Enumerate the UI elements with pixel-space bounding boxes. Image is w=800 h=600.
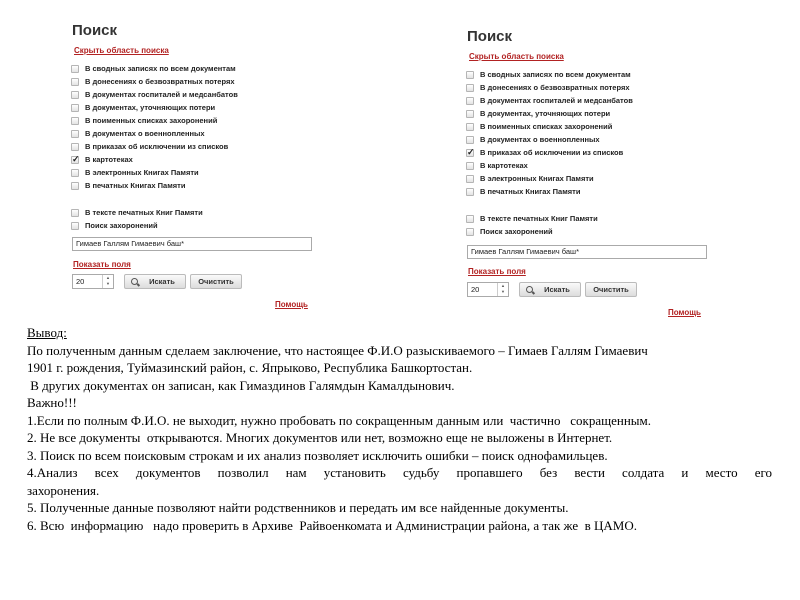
checkbox[interactable] <box>71 117 79 125</box>
hide-search-area-link[interactable]: Скрыть область поиска <box>74 46 169 55</box>
option-label: В тексте печатных Книг Памяти <box>480 214 598 223</box>
option-label: В сводных записях по всем документам <box>85 64 236 73</box>
text-line: 1901 г. рождения, Туймазинский район, с. Япрыково, Республика Башкортостан. <box>27 360 473 375</box>
text-line: Важно!!! <box>27 395 77 410</box>
checkbox-checked[interactable] <box>71 156 79 164</box>
checkbox[interactable] <box>71 78 79 86</box>
option-label: В документах, уточняющих потери <box>85 103 216 112</box>
text-line: 4.Анализ всех документов позволил нам установить судьбу пропавшего без вести солдата и место его <box>27 465 772 480</box>
option-label: В сводных записях по всем документам <box>480 70 631 79</box>
search-query-input[interactable]: Гимаев Галлям Гимаевич баш* <box>467 245 707 259</box>
clear-button[interactable]: Очистить <box>585 282 637 297</box>
option-label: В электронных Книгах Памяти <box>480 174 594 183</box>
option-label: В печатных Книгах Памяти <box>480 187 581 196</box>
panel-title: Поиск <box>467 28 513 45</box>
checkbox[interactable] <box>71 143 79 151</box>
search-button[interactable] <box>124 274 186 289</box>
hide-search-area-link[interactable]: Скрыть область поиска <box>469 52 564 61</box>
per-page-stepper[interactable] <box>467 282 509 297</box>
checkbox[interactable] <box>71 104 79 112</box>
checkbox[interactable] <box>466 71 474 79</box>
checkbox[interactable] <box>466 188 474 196</box>
option-label: В документах госпиталей и медсанбатов <box>85 90 238 99</box>
checkbox[interactable] <box>466 136 474 144</box>
help-link[interactable]: Помощь <box>275 300 308 309</box>
per-page-value: 20 <box>76 277 85 286</box>
panel-title: Поиск <box>72 22 118 39</box>
checkbox[interactable] <box>466 228 474 236</box>
checkbox[interactable] <box>71 182 79 190</box>
option-label: В печатных Книгах Памяти <box>85 181 186 190</box>
show-fields-link[interactable]: Показать поля <box>468 267 526 276</box>
search-button-label: Искать <box>149 277 175 286</box>
option-label: В поименных списках захоронений <box>480 122 613 131</box>
checkbox-checked[interactable] <box>466 149 474 157</box>
text-line: 1.Если по полным Ф.И.О. не выходит, нужно пробовать по сокращенным данным или частично сокращенным. <box>27 412 652 428</box>
checkbox[interactable] <box>71 169 79 177</box>
option-label: В тексте печатных Книг Памяти <box>85 208 203 217</box>
text-line: По полученным данным сделаем заключение, что настоящее Ф.И.О разыскиваемого – Гимаев Галлям Гимаевич <box>27 342 648 358</box>
option-label: В документах о военнопленных <box>480 135 600 144</box>
option-label: В документах о военнопленных <box>85 129 205 138</box>
checkbox[interactable] <box>466 175 474 183</box>
option-label: В приказах об исключении из списков <box>85 142 229 151</box>
option-label: В электронных Книгах Памяти <box>85 168 199 177</box>
clear-button[interactable]: Очистить <box>190 274 242 289</box>
checkbox[interactable] <box>71 65 79 73</box>
option-label: В донесениях о безвозвратных потерях <box>480 83 630 92</box>
option-label: В приказах об исключении из списков <box>480 148 624 157</box>
option-label: В картотеках <box>85 155 133 164</box>
checkbox[interactable] <box>466 123 474 131</box>
search-icon <box>131 278 138 285</box>
checkbox[interactable] <box>71 222 79 230</box>
per-page-stepper[interactable] <box>72 274 114 289</box>
option-label: В донесениях о безвозвратных потерях <box>85 77 235 86</box>
checkbox[interactable] <box>71 130 79 138</box>
text-line: 3. Поиск по всем поисковым строкам и их анализ позволяет исключить ошибки – поиск однофамильцев. <box>27 447 608 463</box>
option-label: Поиск захоронений <box>85 221 158 230</box>
text-line: 5. Полученные данные позволяют найти родственников и передать им все найденные документы. <box>27 500 569 515</box>
option-label: В документах госпиталей и медсанбатов <box>480 96 633 105</box>
stepper-arrows-icon[interactable]: ▲ ▼ <box>102 275 113 288</box>
checkbox[interactable] <box>466 110 474 118</box>
checkbox[interactable] <box>71 209 79 217</box>
stepper-arrows-icon[interactable]: ▲ ▼ <box>497 283 508 296</box>
conclusion-text <box>27 324 772 534</box>
checkbox[interactable] <box>466 97 474 105</box>
text-line: 6. Всю информацию надо проверить в Архиве Райвоенкомата и Администрации района, а так же в ЦАМО. <box>27 517 637 533</box>
option-label: В картотеках <box>480 161 528 170</box>
checkbox[interactable] <box>466 215 474 223</box>
search-button-label: Искать <box>544 285 570 294</box>
text-line: В других документах он записан, как Гимаздинов Галямдын Камалдынович. <box>27 377 455 393</box>
text-line: захоронения. <box>27 482 100 498</box>
text-line: 2. Не все документы открываются. Многих документов или нет, возможно еще не выложены в Интернет. <box>27 430 613 445</box>
per-page-value: 20 <box>471 285 480 294</box>
option-label: В документах, уточняющих потери <box>480 109 611 118</box>
show-fields-link[interactable]: Показать поля <box>73 260 131 269</box>
checkbox[interactable] <box>466 84 474 92</box>
option-label: Поиск захоронений <box>480 227 553 236</box>
search-button[interactable] <box>519 282 581 297</box>
option-label: В поименных списках захоронений <box>85 116 218 125</box>
search-query-input[interactable]: Гимаев Галлям Гимаевич баш* <box>72 237 312 251</box>
search-panel-left <box>70 22 318 322</box>
search-icon <box>526 286 533 293</box>
conclusion-heading: Вывод: <box>27 325 67 340</box>
help-link[interactable]: Помощь <box>668 308 701 317</box>
search-panel-right <box>465 28 713 326</box>
checkbox[interactable] <box>466 162 474 170</box>
checkbox[interactable] <box>71 91 79 99</box>
